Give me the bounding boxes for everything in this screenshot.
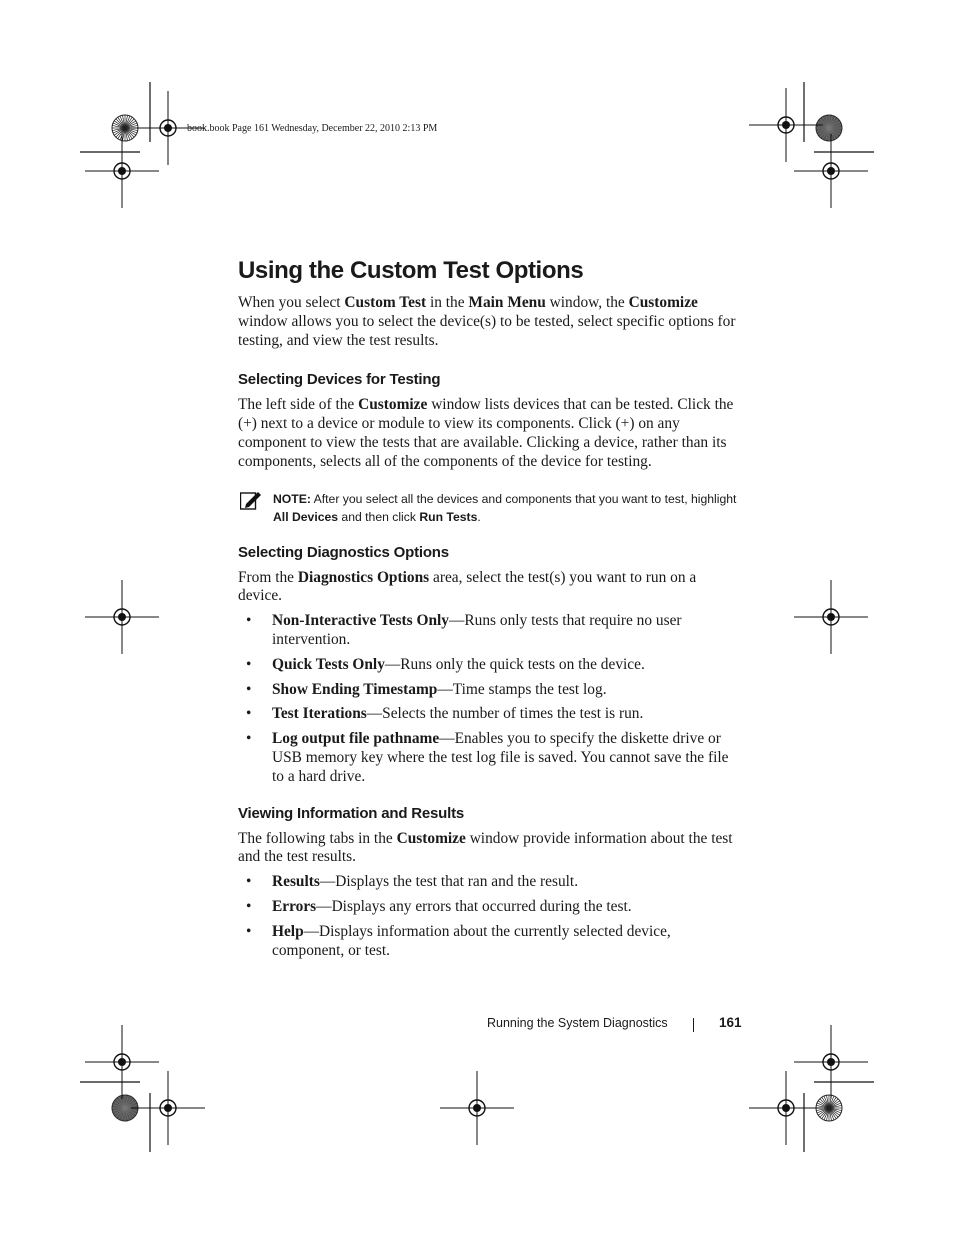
- note-pencil-icon: [240, 491, 262, 511]
- page-number: 161: [719, 1015, 742, 1030]
- list-item: • Errors—Displays any errors that occurred during the test.: [238, 898, 738, 917]
- registration-target-icon: [440, 1071, 514, 1145]
- registration-target-icon: [749, 1071, 823, 1145]
- list-item: • Test Iterations—Selects the number of times the test is run.: [238, 705, 738, 724]
- list-item: • Log output file pathname—Enables you to specify the diskette drive or USB memory key where the test log file is saved. You cannot save the file to a hard drive.: [238, 730, 738, 786]
- registration-target-icon: [85, 580, 159, 654]
- diagnostics-paragraph: From the Diagnostics Options area, select the test(s) you want to run on a device.: [238, 568, 697, 605]
- results-tabs-list: [238, 873, 738, 960]
- list-item: • Non-Interactive Tests Only—Runs only tests that require no user intervention.: [238, 612, 738, 650]
- section-heading-diagnostics: Selecting Diagnostics Options: [238, 543, 449, 561]
- list-item: • Quick Tests Only—Runs only the quick tests on the device.: [238, 656, 738, 675]
- list-item: • Results—Displays the test that ran and the result.: [238, 873, 738, 892]
- registration-target-icon: [794, 1025, 868, 1099]
- section-heading-devices: Selecting Devices for Testing: [238, 371, 441, 389]
- diagnostics-options-list: [238, 612, 738, 786]
- color-wheel-icon: [816, 115, 842, 141]
- footer-divider: [693, 1018, 694, 1032]
- registration-target-icon: [85, 1025, 159, 1099]
- page-content: [238, 256, 738, 960]
- registration-target-icon: [794, 580, 868, 654]
- results-paragraph: The following tabs in the Customize window provide information about the test and the test results.: [238, 829, 733, 866]
- list-item: • Show Ending Timestamp—Time stamps the test log.: [238, 681, 738, 700]
- page-title: Using the Custom Test Options: [238, 257, 584, 284]
- registration-target-icon: [131, 1071, 205, 1145]
- note-text: NOTE: After you select all the devices and components that you want to test, highlight All Devices and then click Run Tests.: [273, 491, 737, 524]
- registration-target-icon: [85, 134, 159, 208]
- page-slug: book.book Page 161 Wednesday, December 22, 2010 2:13 PM: [187, 123, 438, 134]
- section-heading-results: Viewing Information and Results: [238, 804, 465, 822]
- note-callout: [238, 490, 738, 526]
- intro-paragraph: When you select Custom Test in the Main Menu window, the Customize window allows you to select the device(s) to be tested, select specific options for testing, and view the test results.: [238, 294, 736, 349]
- registration-target-icon: [794, 134, 868, 208]
- registration-target-icon: [749, 88, 823, 162]
- list-item: • Help—Displays information about the currently selected device, component, or test.: [238, 923, 738, 961]
- footer-chapter-title: Running the System Diagnostics: [487, 1016, 668, 1030]
- devices-paragraph: The left side of the Customize window lists devices that can be tested. Click the (+) next to a device or module to view its components. Click (+) on any component to view the tests that are available. Clicking a device, rather than its components, selects all of the components of the device for testing.: [238, 396, 734, 470]
